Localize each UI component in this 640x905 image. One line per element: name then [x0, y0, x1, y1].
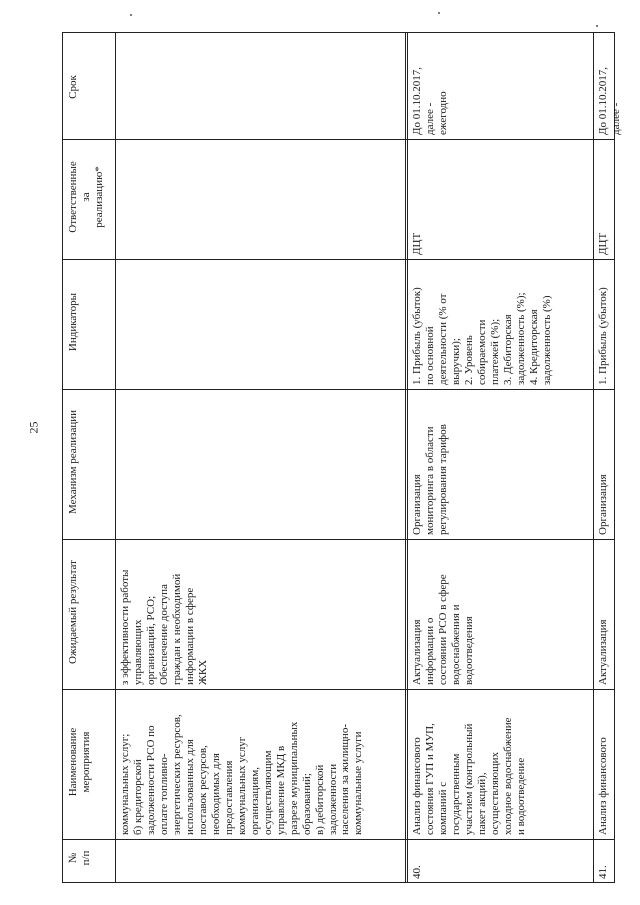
row-40-term: До 01.10.2017, далее - ежегодно	[411, 66, 449, 135]
row-40-num: 40.	[411, 865, 423, 879]
column-divider	[63, 389, 614, 390]
row-40-mechanism: Организация мониторинга в области регулирования тарифов	[411, 424, 449, 535]
header-term: Срок	[67, 75, 79, 99]
row-41-name: Анализ финансового	[597, 737, 609, 835]
scan-speck	[596, 25, 598, 27]
header-indicators: Индикаторы	[67, 292, 79, 352]
row-40-indicators: 1. Прибыль (убыток) по основной деятельности (% от выручки); 2. Уровень собираемости платежей (%); 3. Дебиторская задолженность (%); 4. Кредиторская задолженность (%)	[411, 287, 553, 385]
column-divider	[63, 139, 614, 140]
column-divider	[63, 839, 614, 840]
scan-speck	[130, 14, 132, 16]
row-divider	[405, 33, 406, 882]
row-divider	[115, 33, 116, 882]
page-number: 25	[26, 421, 41, 434]
header-result: Ожидаемый результат	[67, 560, 79, 664]
header-num: № п/п	[67, 850, 92, 866]
row-cont-result: з эффективности работы управляющих организаций, РСО; Обеспечение доступа граждан к необходимой информации в сфере ЖКХ	[119, 569, 209, 685]
row-41-term: До 01.10.2017, далее -	[597, 64, 622, 135]
row-40-name: Анализ финансового состояния ГУП и МУП, компаний с государственным участием (контрольный пакет акций), осуществляющих холодное водоснабжение и водоотведение	[411, 717, 527, 835]
row-41-num: 41.	[597, 865, 609, 879]
row-41-indicators: 1. Прибыль (убыток)	[597, 287, 609, 385]
scan-speck	[438, 12, 440, 14]
header-mechanism: Механизм реализации	[67, 409, 79, 515]
row-40-responsible: ДЦТ	[411, 232, 423, 255]
header-responsible: Ответственные за реализацию*	[67, 161, 105, 233]
row-41-result: Актуализация	[597, 619, 609, 685]
row-41-mechanism: Организация	[597, 474, 609, 535]
row-cont-name: коммунальных услуг; б) кредиторской задолженности РСО по оплате топливно- энергетических ресурсов, использованных для поставок ресурсов, необходимых для предоставления коммунальных услуг организациям, осуществляющим управление МКД в разрезе муниципальных образований; в) дебиторской задолженности населения за жилищно- коммунальные услуги	[119, 714, 365, 835]
row-divider	[407, 33, 408, 882]
row-40-result: Актуализация информации о состоянии РСО в сфере водоснабжения и водоотведения	[411, 574, 475, 685]
row-divider	[593, 33, 594, 882]
header-name: Наименование мероприятия	[67, 727, 92, 797]
rotated-table	[62, 32, 622, 883]
row-41-responsible: ДЦТ	[597, 232, 609, 255]
